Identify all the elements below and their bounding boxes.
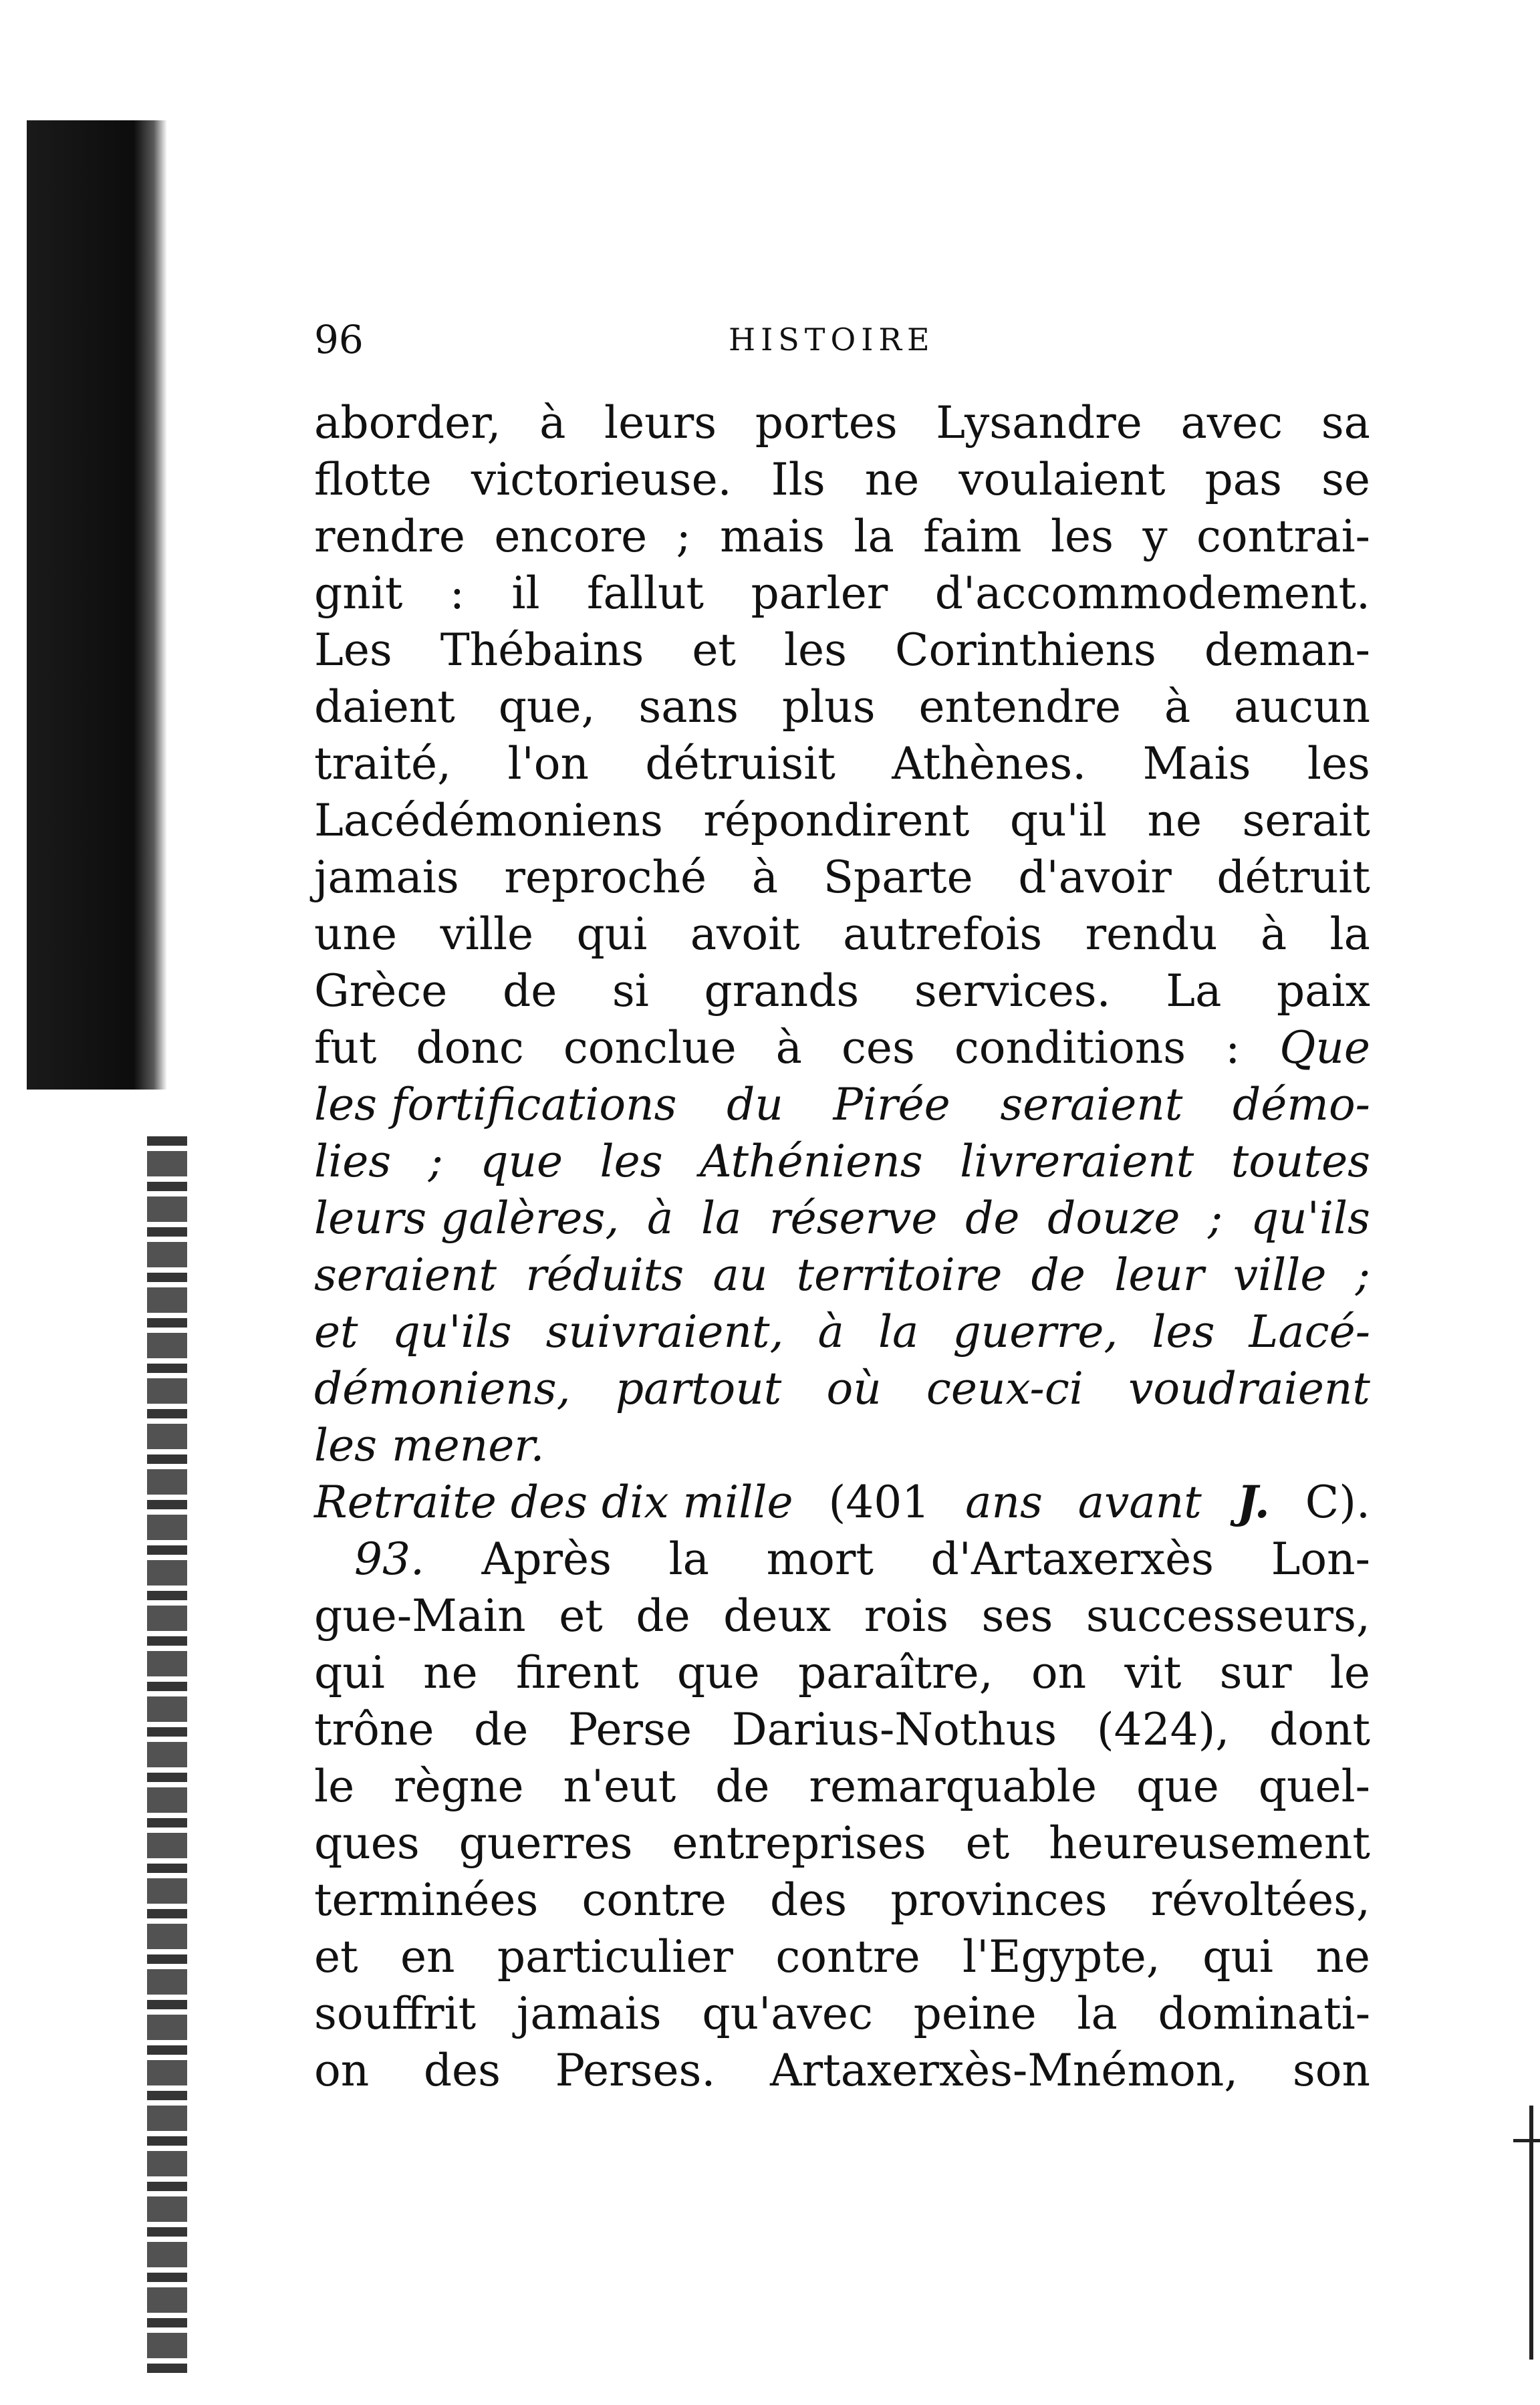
- text-word: détruit: [1216, 852, 1370, 903]
- scan-edge-dash: [1513, 2139, 1540, 2142]
- text-word: jamais: [314, 852, 459, 903]
- text-word: la: [854, 511, 894, 562]
- text-word: sur: [1219, 1647, 1292, 1698]
- text-word: n'eut: [563, 1761, 676, 1812]
- text-word: Après: [481, 1533, 612, 1585]
- text-word: territoire: [796, 1249, 1003, 1301]
- text-word: qui: [1202, 1931, 1274, 1983]
- text-word: serait: [1242, 795, 1370, 846]
- text-word: de: [474, 1704, 529, 1755]
- text-word: seraient: [1000, 1079, 1183, 1130]
- text-word: fut: [314, 1022, 377, 1073]
- text-word: aborder,: [314, 397, 501, 449]
- text-word: ses: [981, 1590, 1053, 1642]
- text-line: [314, 1474, 1370, 1531]
- text-word: successeurs,: [1085, 1590, 1370, 1642]
- text-word: leurs: [604, 397, 717, 449]
- text-word: Lysandre: [936, 397, 1142, 449]
- text-word: (424),: [1096, 1704, 1230, 1755]
- text-word: la: [1077, 1988, 1118, 2039]
- text-line: [314, 1531, 1370, 1588]
- text-word: gnit: [314, 567, 403, 619]
- text-word: sa: [1321, 397, 1370, 449]
- text-line: [314, 678, 1370, 735]
- text-word: on: [314, 2045, 370, 2096]
- text-word: Lacédémoniens: [314, 795, 663, 846]
- text-word: :: [1225, 1022, 1241, 1073]
- text-word: avoit: [690, 908, 800, 960]
- text-word: fallut: [587, 567, 704, 619]
- text-word: son: [1292, 2045, 1370, 2096]
- text-word: entendre: [918, 681, 1122, 733]
- text-word: à: [775, 1022, 802, 1073]
- text-line: [314, 1872, 1370, 1928]
- text-word: qu'ils: [1250, 1192, 1370, 1244]
- text-word: la: [668, 1533, 709, 1585]
- text-word: conclue: [563, 1022, 737, 1073]
- text-word: traité,: [314, 738, 452, 789]
- text-word: dominati-: [1158, 1988, 1370, 2039]
- text-word: de: [502, 965, 557, 1017]
- text-word: daient: [314, 681, 455, 733]
- text-word: que,: [498, 681, 596, 733]
- text-line: [314, 1644, 1370, 1701]
- text-word: victorieuse.: [471, 454, 732, 505]
- text-word: où: [826, 1363, 882, 1414]
- text-line: [314, 906, 1370, 963]
- text-line: [314, 1815, 1370, 1872]
- text-word: conditions: [954, 1022, 1186, 1073]
- text-word: (401: [828, 1477, 930, 1528]
- text-word: l'Egypte,: [962, 1931, 1160, 1983]
- text-word: aucun: [1234, 681, 1370, 733]
- text-word: qu'ils: [392, 1306, 512, 1358]
- text-word: si: [612, 965, 649, 1017]
- text-word: Perses.: [555, 2045, 716, 2096]
- text-word: qu'il: [1009, 795, 1108, 846]
- text-word: les: [600, 1136, 663, 1187]
- text-word: les fortifications: [314, 1079, 677, 1130]
- text-line: [314, 2042, 1370, 2099]
- text-word: à: [817, 1306, 844, 1358]
- text-word: livreraient: [960, 1136, 1194, 1187]
- text-word: démoniens,: [314, 1363, 571, 1414]
- text-line: [314, 849, 1370, 906]
- page-header: [314, 313, 1370, 366]
- text-line: [314, 1247, 1370, 1303]
- text-word: et: [692, 624, 736, 676]
- text-word: des: [423, 2045, 501, 2096]
- text-word: lies: [314, 1136, 392, 1187]
- text-word: les: [783, 624, 847, 676]
- text-word: les: [1050, 511, 1114, 562]
- text-line: [314, 1133, 1370, 1190]
- text-word: voulaient: [958, 454, 1166, 505]
- text-word: contre: [582, 1874, 727, 1926]
- text-word: Perse: [568, 1704, 692, 1755]
- text-word: l'on: [507, 738, 589, 789]
- text-word: la: [700, 1192, 742, 1244]
- text-word: à: [751, 852, 779, 903]
- text-word: que: [1136, 1761, 1219, 1812]
- text-word: la: [1329, 908, 1370, 960]
- text-word: Corinthiens: [894, 624, 1156, 676]
- text-word: deman-: [1204, 624, 1370, 676]
- text-word: qu'avec: [702, 1988, 873, 2039]
- text-word: répondirent: [703, 795, 970, 846]
- scan-binding-edge-lower: [147, 1136, 187, 2373]
- text-word: particulier: [497, 1931, 733, 1983]
- text-line: [314, 735, 1370, 792]
- text-word: contre: [775, 1931, 920, 1983]
- text-word: une: [314, 908, 398, 960]
- text-word: parler: [751, 567, 888, 619]
- text-word: jamais: [516, 1988, 662, 2039]
- text-line: [314, 394, 1370, 451]
- text-word: ceux-ci: [926, 1363, 1083, 1414]
- text-word: du: [727, 1079, 783, 1130]
- text-word: paraître,: [797, 1647, 993, 1698]
- text-word: suivraient,: [545, 1306, 784, 1358]
- text-word: rendre: [314, 511, 465, 562]
- text-word: détruisit: [645, 738, 836, 789]
- text-word: douze: [1047, 1192, 1180, 1244]
- text-word: avec: [1180, 397, 1283, 449]
- text-line: [314, 1360, 1370, 1417]
- text-word: voudraient: [1128, 1363, 1370, 1414]
- text-word: et: [314, 1306, 358, 1358]
- text-word: plus: [781, 681, 876, 733]
- text-word: encore: [494, 511, 648, 562]
- text-word: deux: [723, 1590, 831, 1642]
- scan-binding-edge: [0, 120, 167, 1090]
- text-line: [314, 1701, 1370, 1758]
- text-line: [314, 792, 1370, 849]
- text-word: la: [878, 1306, 919, 1358]
- text-word: faim: [923, 511, 1022, 562]
- text-word: contrai-: [1196, 511, 1370, 562]
- text-word: il: [511, 567, 540, 619]
- text-word: Thébains: [440, 624, 644, 676]
- text-word: terminées: [314, 1874, 539, 1926]
- text-word: Ils: [771, 454, 825, 505]
- text-word: avant: [1077, 1477, 1202, 1528]
- text-word: remarquable: [809, 1761, 1098, 1812]
- text-word: ;: [676, 511, 691, 562]
- text-word: mort: [766, 1533, 874, 1585]
- text-word: à: [1260, 908, 1287, 960]
- text-word: Lacé-: [1249, 1306, 1370, 1358]
- text-word: démo-: [1233, 1079, 1370, 1130]
- text-word: Que: [1279, 1022, 1370, 1073]
- text-word: et: [559, 1590, 603, 1642]
- text-line: [314, 1928, 1370, 1985]
- text-word: toutes: [1231, 1136, 1370, 1187]
- scan-edge-mark: [1529, 2106, 1533, 2360]
- text-word: Mais: [1142, 738, 1251, 789]
- text-word: Athéniens: [700, 1136, 923, 1187]
- text-word: rendu: [1085, 908, 1218, 960]
- text-word: on: [1031, 1647, 1087, 1698]
- text-word: Artaxerxès-Mnémon,: [769, 2045, 1239, 2096]
- text-line: [314, 1019, 1370, 1076]
- text-word: mener.: [392, 1420, 545, 1471]
- text-line: [314, 1417, 1370, 1474]
- body-text: [314, 394, 1370, 2099]
- text-word: ces: [841, 1022, 915, 1073]
- text-word: règne: [394, 1761, 524, 1812]
- text-word: de: [715, 1761, 770, 1812]
- text-word: au: [713, 1249, 768, 1301]
- text-word: C).: [1305, 1477, 1370, 1528]
- text-word: réserve: [769, 1192, 938, 1244]
- text-word: que: [676, 1647, 760, 1698]
- text-word: mais: [720, 511, 825, 562]
- text-word: à: [539, 397, 566, 449]
- text-line: [314, 622, 1370, 678]
- text-line: [314, 1076, 1370, 1133]
- text-word: flotte: [314, 454, 432, 505]
- text-line: [314, 963, 1370, 1019]
- text-word: ;: [428, 1136, 443, 1187]
- text-word: provinces: [890, 1874, 1108, 1926]
- text-word: paix: [1277, 965, 1370, 1017]
- text-word: ville: [1233, 1249, 1327, 1301]
- text-word: ne: [423, 1647, 478, 1698]
- text-word: Les: [314, 624, 392, 676]
- text-word: Athènes.: [892, 738, 1087, 789]
- text-line: [314, 1190, 1370, 1247]
- text-word: dont: [1269, 1704, 1370, 1755]
- text-word: réduits: [525, 1249, 684, 1301]
- text-word: :: [449, 567, 465, 619]
- text-word: d'accommodement.: [934, 567, 1370, 619]
- text-word: en: [400, 1931, 455, 1983]
- text-word: et: [965, 1817, 1010, 1869]
- text-word: le: [314, 1761, 355, 1812]
- text-word: le: [1329, 1647, 1370, 1698]
- text-word: ne: [1315, 1931, 1370, 1983]
- text-word: peine: [913, 1988, 1037, 2039]
- text-word: services.: [914, 965, 1111, 1017]
- text-word: à: [646, 1192, 674, 1244]
- text-word: heureusement: [1049, 1817, 1370, 1869]
- text-word: ;: [1208, 1192, 1223, 1244]
- text-word: pas: [1204, 454, 1282, 505]
- text-word: reproché: [504, 852, 707, 903]
- text-line: [314, 1588, 1370, 1644]
- text-word: gue-Main: [314, 1590, 526, 1642]
- page-number: 96: [314, 317, 364, 362]
- text-word: sans: [638, 681, 739, 733]
- text-word: Sparte: [823, 852, 973, 903]
- text-word: ville: [440, 908, 534, 960]
- text-line: [314, 508, 1370, 565]
- text-word: partout: [615, 1363, 782, 1414]
- text-word: les: [1307, 738, 1370, 789]
- text-word: J.: [1237, 1476, 1270, 1528]
- text-word: qui: [314, 1647, 385, 1698]
- text-word: ne: [1147, 795, 1202, 846]
- text-word: firent: [515, 1647, 639, 1698]
- text-word: Grèce: [314, 965, 448, 1017]
- text-word: entreprises: [672, 1817, 926, 1869]
- text-word: Pirée: [833, 1079, 950, 1130]
- text-word: autrefois: [843, 908, 1043, 960]
- text-word: leur: [1114, 1249, 1204, 1301]
- text-word: quel-: [1258, 1761, 1370, 1812]
- text-word: de: [636, 1590, 690, 1642]
- text-word: à: [1164, 681, 1191, 733]
- text-word: guerres: [459, 1817, 633, 1869]
- text-word: ne: [864, 454, 920, 505]
- text-word: d'Artaxerxès: [930, 1533, 1214, 1585]
- text-word: des: [769, 1874, 848, 1926]
- text-word: les: [314, 1420, 378, 1471]
- text-word: souffrit: [314, 1988, 477, 2039]
- text-word: d'avoir: [1018, 852, 1172, 903]
- text-line: [314, 565, 1370, 622]
- text-word: portes: [755, 397, 898, 449]
- text-line: [314, 1303, 1370, 1360]
- text-word: donc: [416, 1022, 524, 1073]
- text-word: Retraite des dix mille: [314, 1477, 793, 1528]
- text-word: que: [480, 1136, 563, 1187]
- text-word: ans: [965, 1477, 1043, 1528]
- text-word: rois: [864, 1590, 949, 1642]
- text-word: ;: [1355, 1249, 1370, 1301]
- text-word: de: [965, 1192, 1020, 1244]
- text-word: trône: [314, 1704, 434, 1755]
- text-line: [314, 1985, 1370, 2042]
- text-word: La: [1166, 965, 1222, 1017]
- text-word: ques: [314, 1817, 420, 1869]
- running-head: HISTOIRE: [729, 322, 935, 358]
- text-word: 93.: [354, 1533, 424, 1585]
- text-word: Lon-: [1271, 1533, 1370, 1585]
- text-word: guerre,: [952, 1306, 1118, 1358]
- text-word: révoltées,: [1150, 1874, 1370, 1926]
- text-word: se: [1321, 454, 1370, 505]
- text-word: qui: [576, 908, 648, 960]
- text-word: de: [1031, 1249, 1085, 1301]
- text-word: vit: [1124, 1647, 1182, 1698]
- text-word: et: [314, 1931, 358, 1983]
- text-word: seraient: [314, 1249, 497, 1301]
- text-line: [314, 1758, 1370, 1815]
- text-word: leurs galères,: [314, 1192, 620, 1244]
- text-word: y: [1142, 511, 1168, 562]
- text-word: Darius-Nothus: [731, 1704, 1057, 1755]
- text-word: grands: [704, 965, 860, 1017]
- text-line: [314, 451, 1370, 508]
- text-word: les: [1152, 1306, 1215, 1358]
